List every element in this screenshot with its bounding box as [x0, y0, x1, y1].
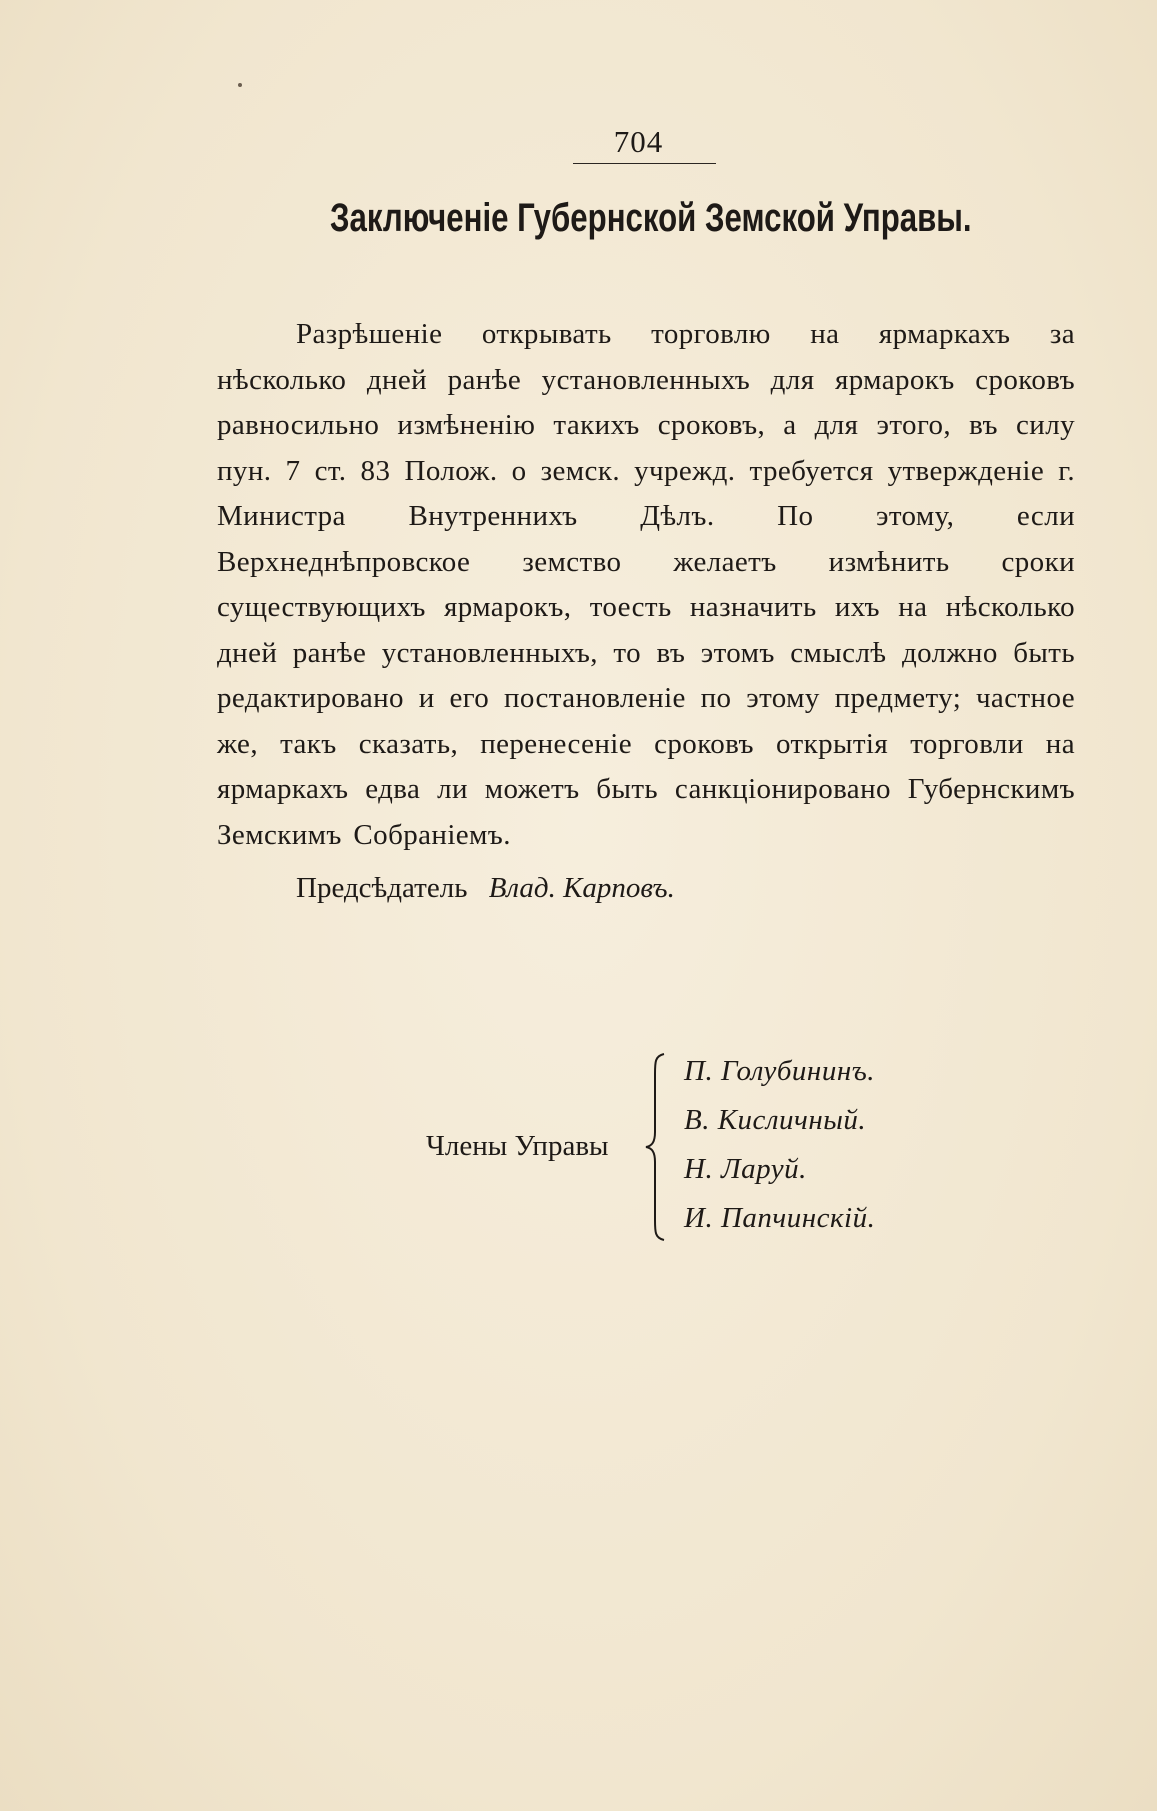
section-heading: Заключеніе Губернской Земской Управы.	[330, 196, 972, 240]
member-name: В. Кисличный.	[684, 1104, 867, 1136]
member-name: П. Голубининъ.	[684, 1055, 876, 1087]
curly-brace-icon	[644, 1052, 668, 1242]
paper-speck	[238, 83, 242, 87]
chairman-name: Влад. Карповъ.	[488, 872, 675, 904]
members-list	[684, 1047, 875, 1243]
body-paragraph: Разрѣшеніе открывать торговлю на ярмаркахъ за нѣсколько дней ранѣе установленныхъ для ярмарокъ сроковъ равносильно измѣненію такихъ сроковъ, а для этого, въ силу пун. 7 ст. 83 Полож. о земск. учрежд. требуется утвержденіе г. Министра Внутреннихъ Дѣлъ. По этому, если Верхнеднѣпровское земство желаетъ измѣнить сроки существующихъ ярмарокъ, тоесть назначить ихъ на нѣсколько дней ранѣе установленныхъ, то въ этомъ смыслѣ должно быть редактировано и его постановленіе по этому предмету; частное же, такъ сказать, перенесеніе сроковъ открытія торговли на ярмаркахъ едва ли можетъ быть санкціонировано Губернскимъ Земскимъ Собраніемъ.	[217, 318, 1075, 851]
page-number: 704	[613, 124, 664, 159]
chairman-signature	[296, 872, 675, 905]
member-name: Н. Ларуй.	[684, 1153, 807, 1185]
members-label: Члены Управы	[426, 1130, 609, 1162]
chairman-title: Предсѣдатель	[296, 872, 468, 904]
member-name: И. Папчинскій.	[684, 1202, 876, 1234]
page-number-rule	[573, 163, 716, 164]
